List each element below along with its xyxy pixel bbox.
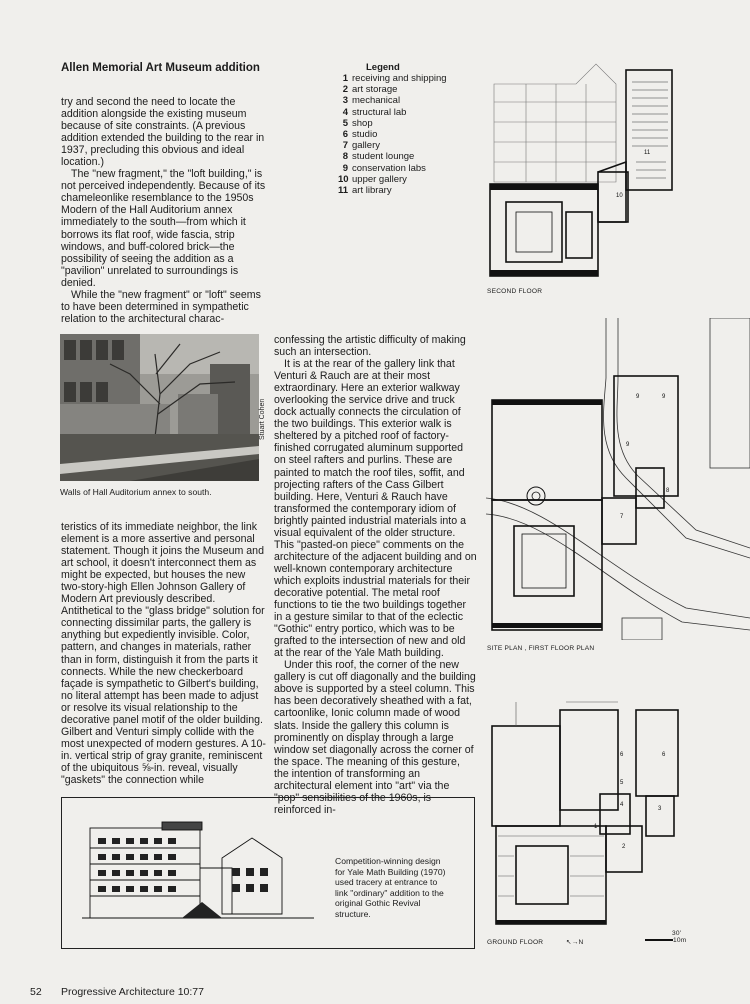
room-number: 9: [626, 442, 630, 448]
paragraph: try and second the need to locate the addition alongside the existing museum because of site constraints. (A previous addition extended the building to the rear in 1937, precluding this obvious and ideal location.): [61, 96, 265, 169]
room-number: 11: [644, 150, 651, 156]
north-arrow: ↖→N: [566, 939, 584, 946]
legend-item: 2 art storage: [342, 84, 398, 96]
photo-hall-auditorium-walls: [60, 334, 259, 481]
legend: [338, 62, 478, 196]
publication-name: Progressive Architecture 10:77: [61, 986, 204, 998]
ground-floor-plan: [486, 696, 690, 934]
room-number: 9: [636, 394, 640, 400]
legend-list: [338, 73, 478, 196]
room-number: 1: [594, 824, 598, 830]
article-title: Allen Memorial Art Museum addition: [61, 62, 260, 74]
paragraph: Under this roof, the corner of the new gallery is cut off diagonally and the building above is supported by a steel column. This has been decoratively sheathed with a fat, cartoonlike, Ionic column made of wood slats. Inside the gallery this column is prominently on display through a large window set diagonally across the corner of the space. The meaning of this gesture, the intention of transforming an architectural element into "art" via the "pop" sensibilities of the 1960s, is reinforced in-: [274, 659, 476, 816]
room-number: 4: [620, 802, 624, 808]
scale-feet: 30': [672, 930, 682, 937]
legend-item: 9 conservation labs: [342, 162, 426, 174]
paragraph: While the "new fragment" or "loft" seems to have been determined in sympathetic relation to the architectural charac-: [61, 288, 261, 325]
scale-meters: 10m: [673, 937, 687, 944]
legend-item: 8 student lounge: [342, 151, 415, 163]
room-number: 9: [662, 394, 666, 400]
yale-math-elevation: [82, 818, 322, 938]
room-number: 6: [662, 752, 666, 758]
scale-bar: [645, 930, 689, 950]
north-arrow-label: N: [578, 939, 584, 946]
room-number: 2: [622, 844, 626, 850]
legend-item: 4 structural lab: [342, 106, 407, 118]
scale-line: [645, 939, 673, 941]
photo-caption: Walls of Hall Auditorium annex to south.: [60, 487, 212, 497]
legend-item: 3 mechanical: [342, 95, 401, 107]
room-number: 6: [620, 752, 624, 758]
second-floor-label: SECOND FLOOR: [487, 288, 543, 295]
column-1-top-text: [61, 96, 267, 325]
site-plan-label: SITE PLAN , FIRST FLOOR PLAN: [487, 645, 595, 652]
room-number: 5: [620, 780, 624, 786]
room-number: 7: [620, 514, 624, 520]
legend-item: 10 upper gallery: [338, 173, 407, 185]
figure-box: [61, 797, 475, 949]
column-2-text: [274, 334, 477, 816]
legend-item: 5 shop: [342, 117, 373, 129]
paragraph: The "new fragment," the "loft building," is not perceived independently. Because of its chameleonlike resemblance to the 1950s Modern of the Hall Auditorium annex immediately to the south—from which it borrows its flat roof, wide fascia, strip windows, and buff-colored brick—the possibility of seeing the addition as a "pavilion" unrelated to surroundings is denied.: [61, 168, 266, 289]
legend-title: Legend: [366, 62, 400, 73]
room-number: 3: [658, 806, 662, 812]
site-plan-first-floor: [486, 318, 750, 640]
paragraph: It is at the rear of the gallery link that Venturi & Rauch are at their most extraordinary. Here an exterior walkway overlooking the service drive and truck dock actually connects the circulation of the two buildings. This exterior walk is sheltered by a pitched roof of factory-finished corrugated aluminum supported on steel rafters and purlins. These are painted to match the roof tiles, soffit, and projecting rafters of the Cass Gilbert building. Here, Venturi & Rauch have transformed the contemporary idiom of brightly painted industrial materials into a visual equivalent of the older structure. This "pasted-on piece" comments on the architecture of the adjacent building and on well-known contemporary architecture which exploits industrial materials for their decorative potential. The metal roof functions to tie the two buildings together in a gesture similar to that of the eclectic "Gothic" entry portico, which was to be grafted to the intersection of new and old at the rear of the Yale Math building.: [274, 358, 477, 660]
room-number: 8: [666, 488, 670, 494]
figure-caption: Competition-winning design for Yale Math Building (1970) used tracery at entrance to link "ordinary" addition to the original Gothic Revival structure.: [335, 856, 446, 919]
photo-credit: Stuart Cohen: [259, 398, 266, 440]
paragraph: confessing the artistic difficulty of making such an intersection.: [274, 334, 466, 359]
ground-floor-label: GROUND FLOOR: [487, 939, 544, 946]
room-number: 10: [616, 193, 623, 199]
second-floor-plan: [486, 62, 681, 284]
legend-item: 6 studio: [342, 129, 378, 141]
paragraph: teristics of its immediate neighbor, the link element is a more assertive and personal statement. Though it joins the Museum and art school, it doesn't interconnect them as might be expected, but houses the new two-story-high Ellen Johnson Gallery of Modern Art previously described. Antithetical to the "glass bridge" solution for connecting dissimilar parts, the gallery is anything but expediently invisible. Color, pattern, and changes in materials, rather than in form, distinguish it from the parts it connects. While the new checkerboard façade is sympathetic to Gilbert's building, no literal attempt has been made to adjust or resolve its visual relationship to the decorative panel motif of the older building. Gilbert and Venturi simply collide with the most unexpected of modern gestures. A 10-in. vertical strip of gray granite, reminiscent of the ubiquitous ⅝-in. reveal, visually "gaskets" the connection while: [61, 521, 266, 786]
legend-item: 1 receiving and shipping: [342, 73, 447, 84]
column-1-bottom-text: [61, 521, 267, 786]
legend-item: 7 gallery: [342, 140, 380, 152]
page-number: 52: [30, 986, 42, 998]
legend-item: 11 art library: [338, 185, 392, 197]
